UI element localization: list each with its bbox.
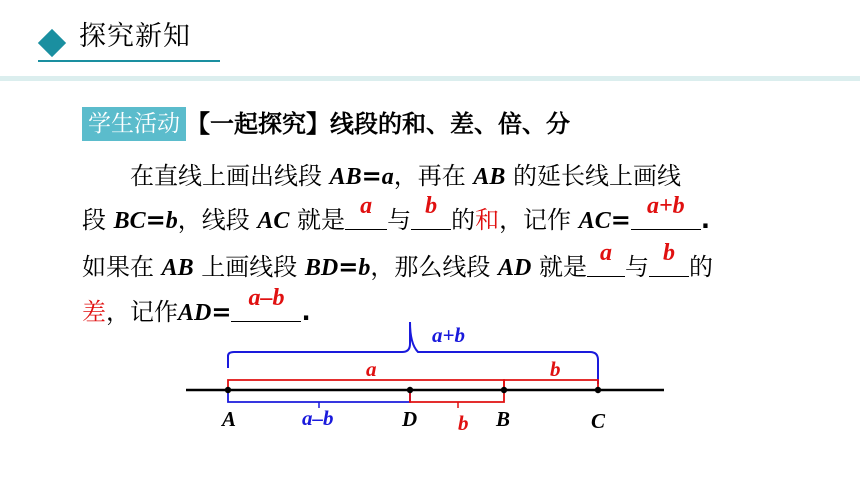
text-seg: . (301, 298, 311, 326)
text-seg: 段 (82, 206, 114, 234)
text-seg: 的延长线上画线 (505, 162, 682, 190)
label-point-C: C (591, 409, 606, 433)
keyword-cha: 差 (82, 298, 106, 326)
segment-AC: AC (257, 208, 290, 234)
segment-BC: BC (113, 208, 146, 234)
label-point-D: D (402, 407, 418, 431)
text-seg: 的 (451, 206, 476, 234)
text-seg: 如果在 (82, 253, 162, 281)
point-D (407, 387, 413, 393)
label-a: a (366, 357, 377, 381)
text-seg: = (145, 206, 166, 234)
label-a-plus-b: a+b (432, 323, 465, 347)
bracket-b-top (504, 380, 598, 390)
text-seg: = (610, 206, 631, 234)
bracket-b-bottom (410, 392, 504, 402)
label-b-top: b (550, 357, 561, 381)
text-seg: 在直线上画出线段 (130, 162, 330, 190)
activity-heading: 【一起探究】线段的和、差、倍、分 (186, 110, 570, 138)
point-A (225, 387, 231, 393)
segment-AC: AC (578, 208, 611, 234)
text-seg: = (338, 253, 359, 281)
brace-a-plus-b (228, 322, 598, 384)
var-a: a (381, 164, 394, 190)
bracket-a-minus-b (228, 392, 410, 402)
var-b: b (165, 208, 178, 234)
segment-AB: AB (161, 255, 194, 281)
text-seg: . (700, 206, 710, 234)
text-seg: 的 (689, 253, 713, 281)
segment-AB: AB (473, 164, 506, 190)
segment-BD: BD (304, 255, 339, 281)
activity-badge: 学生活动 (82, 107, 186, 141)
text-seg: ，记作 (499, 206, 579, 234)
segment-AB: AB (329, 164, 362, 190)
page-title: 探究新知 (79, 21, 191, 52)
bracket-a (228, 380, 504, 390)
label-a-minus-b: a–b (302, 406, 334, 430)
text-seg: 就是 (289, 206, 346, 234)
text-seg: 与 (625, 253, 649, 281)
answer-3: a+b (646, 193, 685, 219)
text-seg: ，线段 (177, 206, 258, 234)
text-seg: ，那么线段 (370, 253, 499, 281)
text-seg: 上画线段 (193, 253, 305, 281)
answer-6: a–b (248, 285, 285, 311)
var-b: b (358, 255, 371, 281)
label-point-A: A (222, 407, 237, 431)
label-b-bottom: b (458, 411, 469, 435)
text-seg: 与 (387, 206, 412, 234)
point-C (595, 387, 601, 393)
text-seg: ，再在 (393, 162, 474, 190)
answer-2: b (425, 193, 438, 219)
text-seg: = (211, 298, 232, 326)
answer-4: a (600, 240, 612, 266)
segment-AD: AD (498, 255, 532, 281)
text-seg: 就是 (531, 253, 587, 281)
text-seg: ，记作 (106, 298, 178, 326)
answer-5: b (663, 240, 675, 266)
text-seg: = (361, 162, 382, 190)
label-point-B: B (496, 407, 511, 431)
answer-1: a (360, 193, 373, 219)
segment-AD: AD (178, 300, 212, 326)
keyword-he: 和 (475, 206, 500, 234)
point-B (501, 387, 507, 393)
